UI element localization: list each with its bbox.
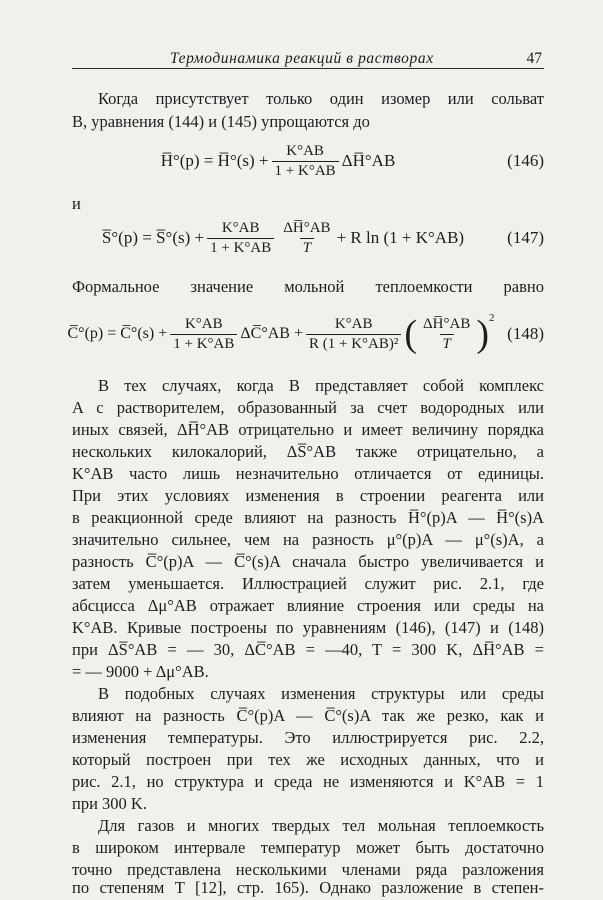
paragraph-line: В тех случаях, когда B представляет собой комплекс — [98, 376, 544, 395]
paragraph-line: затем уменьшается. Иллюстрацией служит рис. 2.1, где — [72, 574, 544, 593]
heat-capacity-line: Формальное значение мольной теплоемкости равно — [72, 277, 544, 296]
paragraph-line: при ΔS̅°AB = — 30, ΔC̅°AB = —40, T = 300 K, ΔH̅°AB = — [72, 640, 544, 659]
eq148-numerator-2: K°AB — [334, 315, 373, 332]
eq148-numerator-1: K°AB — [184, 315, 223, 332]
eq148-close-paren: ) — [476, 313, 489, 355]
eq147-left: S̅°(p) = S̅°(s) + — [101, 228, 205, 247]
paragraph-line: в широком интервале температур может быть достаточно — [72, 838, 544, 857]
eq148-paren-denominator: T — [440, 334, 454, 353]
page-number: 47 — [526, 50, 542, 67]
running-header — [72, 46, 544, 69]
eq147-right: + R ln (1 + K°AB) — [336, 228, 465, 247]
paragraph-line: иных связей, ΔH̅°AB отрицательно и имеет величину порядка — [72, 420, 544, 439]
eq146-left: H̅°(p) = H̅°(s) + — [160, 151, 269, 170]
intro-line-1: Когда присутствует только один изомер или сольват — [98, 89, 544, 108]
equation-147 — [72, 208, 544, 268]
connector-and: и — [72, 194, 81, 213]
eq148-tag: (148) — [507, 324, 544, 343]
eq148-paren-numerator: ΔH̅°AB — [423, 315, 471, 332]
eq148-exponent: 2 — [489, 312, 495, 324]
eq147-numerator-1: K°AB — [221, 219, 260, 236]
paragraph-line: разность C̅°(p)A — C̅°(s)A сначала быстро увеличивается и — [72, 552, 544, 571]
paragraph-line: нескольких килокалорий, ΔS̅°AB также отрицательно, а — [72, 442, 544, 461]
paragraph-line: K°AB часто лишь незначительно отличается от единицы. — [72, 464, 544, 483]
paragraph-line: A с растворителем, образованный за счет водородных или — [72, 398, 544, 417]
eq147-tag: (147) — [507, 228, 544, 247]
paragraph-line: изменения температуры. Это иллюстрируется рис. 2.2, — [72, 728, 544, 747]
paragraph-line: по степеням T [12], стр. 165). Однако разложение в степен- — [72, 878, 544, 897]
eq147-fraction-1 — [207, 220, 274, 257]
equation-148 — [67, 302, 544, 366]
intro-line-2: B, уравнения (144) и (145) упрощаются до — [72, 112, 370, 131]
paragraph-line: рис. 2.1, но структура и среда не изменяются и K°AB = 1 — [72, 772, 544, 791]
eq148-fraction-2 — [306, 316, 401, 353]
eq147-fraction-2 — [280, 220, 333, 257]
eq146-tag: (146) — [507, 151, 544, 170]
eq148-denominator-1: 1 + K°AB — [170, 334, 237, 353]
eq147-numerator-2: ΔH̅°AB — [283, 219, 331, 236]
paragraph-line: влияют на разность C̅°(p)A — C̅°(s)A так же резко, как и — [72, 706, 544, 725]
eq147-denominator-1: 1 + K°AB — [207, 238, 274, 257]
eq148-fraction-1 — [170, 316, 237, 353]
paragraph-line: значительно сильнее, чем на разность μ°(p)A — μ°(s)A, а — [72, 530, 544, 549]
eq148-denominator-2: R (1 + K°AB)² — [306, 334, 401, 353]
eq146-right: ΔH̅°AB — [341, 151, 396, 170]
paragraph-line: В подобных случаях изменения структуры или среды — [98, 684, 544, 703]
eq146-fraction — [272, 143, 339, 180]
paragraph-line: При этих условиях изменения в строении реагента или — [72, 486, 544, 505]
paragraph-line: при 300 K. — [72, 794, 147, 813]
eq148-paren-fraction — [420, 316, 473, 353]
paragraph-line: Для газов и многих твердых тел мольная теплоемкость — [98, 816, 544, 835]
eq146-denominator: 1 + K°AB — [272, 161, 339, 180]
eq147-denominator-2: T — [300, 238, 314, 257]
paragraph-line: = — 9000 + Δμ°AB. — [72, 662, 209, 681]
paragraph-line: точно представлена несколькими членами ряда разложения — [72, 860, 544, 879]
paragraph-line: в реакционной среде влияют на разность H̅°(p)A — H̅°(s)A — [72, 508, 544, 527]
running-title: Термодинамика реакций в растворах — [170, 50, 434, 67]
eq146-numerator: K°AB — [286, 142, 324, 159]
equation-146 — [72, 131, 544, 191]
paragraph-line: K°AB. Кривые построены по уравнениям (146), (147) и (148) — [72, 618, 544, 637]
paragraph-line: абсцисса Δμ°AB отражает влияние строения или среды на — [72, 596, 544, 615]
eq148-open-paren: ( — [404, 313, 418, 355]
eq148-left: C̅°(p) = C̅°(s) + — [67, 325, 168, 342]
paragraph-line: который построен при тех же исходных данных, что и — [72, 750, 544, 769]
eq148-middle: ΔC̅°AB + — [240, 325, 303, 342]
